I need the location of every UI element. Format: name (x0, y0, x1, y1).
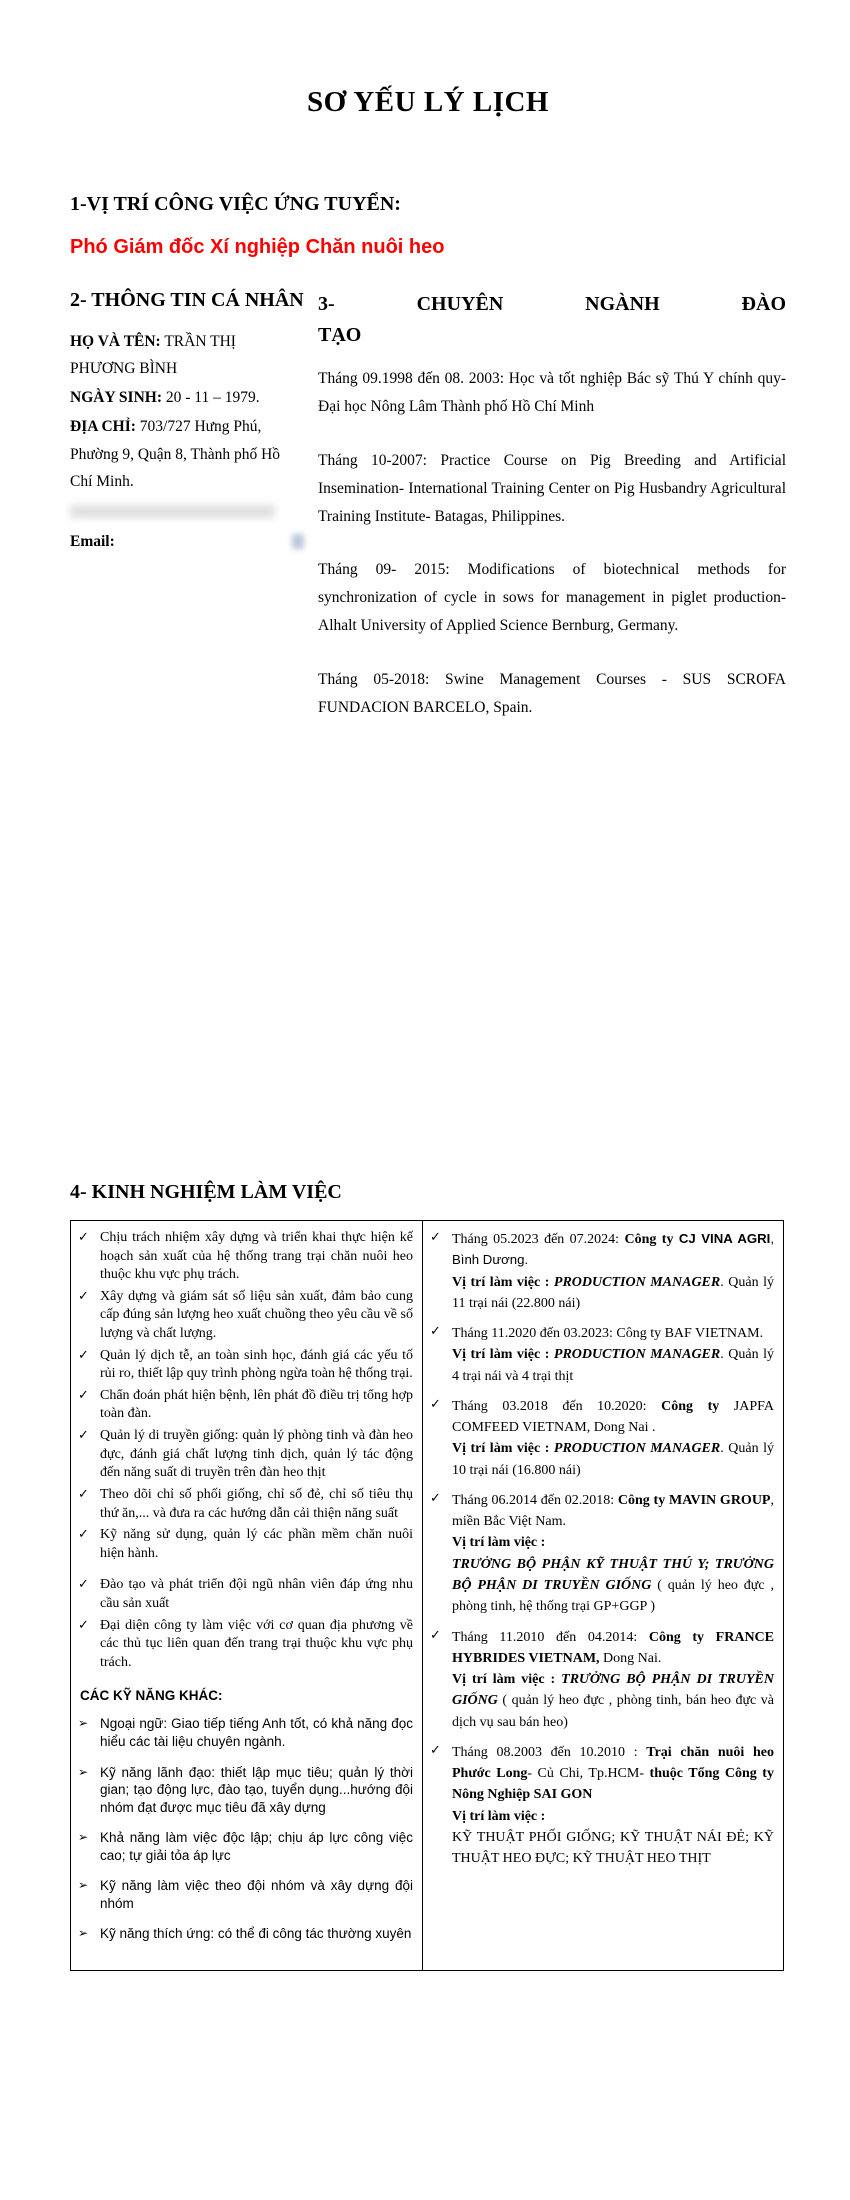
text-segment: Vị trí làm việc : (452, 1441, 554, 1457)
text-segment: , miền Bắc Việt Nam. (452, 1492, 774, 1530)
text-segment: Vị trí làm việc : (452, 1535, 546, 1551)
duties-list (78, 1229, 413, 1672)
job-entry-text (452, 1627, 774, 1733)
info-columns (70, 289, 786, 929)
full-name-value: TRẦN THỊ PHƯƠNG BÌNH (70, 333, 236, 378)
job-line (452, 1396, 774, 1439)
skills-list (78, 1715, 413, 1942)
check-icon: ✓ (430, 1324, 441, 1340)
text-segment: Công ty FRANCE HYBRIDES VIETNAM, (452, 1629, 774, 1666)
skill-item-text: Kỹ năng thích ứng: có thể đi công tác thường xuyên (100, 1926, 412, 1942)
section-education (318, 289, 786, 929)
job-line (452, 1827, 774, 1870)
field-full-name (70, 328, 304, 382)
job-entry (430, 1323, 774, 1387)
job-entry (430, 1627, 774, 1733)
text-segment: KỸ THUẬT PHỐI GIỐNG; KỸ THUẬT NÁI ĐẺ; KỸ THUẬT HEO ĐỰC; KỸ THUẬT HEO THỊT (452, 1829, 774, 1867)
education-heading-line1: 3- CHUYÊN NGÀNH ĐÀO (318, 293, 786, 315)
duty-item-text: Xây dựng và giám sát số liệu sản xuất, đảm bảo cung cấp đúng sản lượng heo xuất chuồng theo yêu cầu về số lượng và chất lượng. (100, 1288, 413, 1342)
section-heading-experience: 4- KINH NGHIỆM LÀM VIỆC (70, 1181, 342, 1203)
dob-label: NGÀY SINH: (70, 389, 163, 407)
skills-heading: CÁC KỸ NĂNG KHÁC: (80, 1688, 223, 1704)
text-segment: PRODUCTION MANAGER (553, 1274, 721, 1290)
job-entry-text (452, 1742, 774, 1870)
duty-item (78, 1526, 413, 1563)
text-segment: ( quản lý heo đực , phòng tinh, hệ thống trại GP+GGP ) (452, 1577, 774, 1615)
text-segment: Tháng 11.2020 đến 03.2023: Công ty BAF VIETNAM. (452, 1326, 764, 1342)
duty-item (78, 1288, 413, 1344)
section-personal-info (70, 289, 318, 929)
skill-item (78, 1829, 413, 1864)
duty-item (78, 1387, 413, 1424)
text-segment: Tháng 05.2023 đến 07.2024: (452, 1232, 625, 1247)
skill-item (78, 1764, 413, 1817)
text-segment: Công ty (624, 1232, 679, 1247)
address-value: 703/727 Hưng Phú, Phường 9, Quận 8, Thành phố Hồ Chí Minh. (70, 418, 281, 490)
education-entry: Tháng 10-2007: Practice Course on Pig Breeding and Artificial Insemination- International Training Center on Pig Husbandry Agricultural Training Institute- Batagas, Philippines. (318, 451, 786, 525)
skill-item (78, 1877, 413, 1912)
job-entry-text (452, 1323, 774, 1387)
redacted-phone-value (70, 505, 275, 518)
full-name-label: HỌ VÀ TÊN: (70, 333, 161, 350)
check-icon: ✓ (78, 1577, 89, 1593)
job-line (452, 1554, 774, 1618)
check-icon: ✓ (430, 1490, 441, 1506)
skill-item-text: Ngoại ngữ: Giao tiếp tiếng Anh tốt, có khả năng đọc hiểu các tài liệu chuyên ngành. (100, 1716, 413, 1749)
field-address (70, 413, 304, 494)
skill-item (78, 1925, 413, 1943)
check-icon: ✓ (430, 1627, 441, 1643)
duty-item (78, 1617, 413, 1673)
experience-table (70, 1220, 784, 1971)
job-line (452, 1323, 774, 1344)
text-segment: TRƯỞNG BỘ PHẬN DI TRUYỀN GIỐNG (452, 1672, 775, 1709)
skill-item-text: Khả năng làm việc độc lập; chịu áp lực công việc cao; tự giải tỏa áp lực (100, 1830, 413, 1863)
duty-item-text: Kỹ năng sử dụng, quản lý các phần mềm chăn nuôi hiện hành. (100, 1527, 413, 1561)
text-segment: Dong Nai. (599, 1650, 662, 1666)
job-line (452, 1344, 774, 1387)
text-segment: TRƯỞNG BỘ PHẬN KỸ THUẬT THÚ Y; TRƯỞNG BỘ PHẬN DI TRUYỀN GIỐNG (452, 1556, 774, 1593)
check-icon: ✓ (78, 1387, 89, 1403)
arrow-icon: ➢ (78, 1878, 89, 1893)
text-segment: Tháng 11.2010 đến 04.2014: (452, 1629, 649, 1645)
job-entry (430, 1742, 774, 1870)
check-icon: ✓ (430, 1396, 441, 1412)
field-dob (70, 384, 304, 411)
job-line (452, 1742, 774, 1806)
text-segment: Trại chăn nuôi heo Phước Long (452, 1744, 774, 1782)
job-history-list (430, 1229, 774, 1869)
text-segment: . Quản lý 11 trại nái (22.800 nái) (452, 1274, 774, 1311)
duty-item-text: Theo dõi chỉ số phối giống, chỉ số đẻ, chỉ số tiêu thụ thứ ăn,... và đưa ra các hướng dẫn cải thiện năng suất (100, 1486, 413, 1521)
job-line (452, 1669, 774, 1733)
address-label: ĐỊA CHỈ: (70, 418, 136, 436)
text-segment: Vị trí làm việc : (452, 1672, 562, 1688)
duty-item (78, 1347, 413, 1384)
skill-item-text: Kỹ năng lãnh đạo: thiết lập mục tiêu; quản lý thời gian; tạo động lực, đào tạo, tuyển dụng...hướng đội nhóm đạt được mục tiêu đã xây dựng (100, 1764, 413, 1815)
text-segment: Tháng 03.2018 đến 10.2020: (452, 1398, 662, 1414)
job-entry-text (452, 1396, 774, 1481)
text-segment: Công ty (661, 1398, 734, 1414)
check-icon: ✓ (78, 1288, 89, 1304)
job-entry (430, 1490, 774, 1618)
dob-value: 20 - 11 – 1979. (165, 389, 260, 407)
text-segment: Tháng 08.2003 đến 10.2010 : (452, 1744, 647, 1760)
duty-item-text: Quản lý di truyền giống: quản lý phòng tinh và đàn heo đực, đánh giá chất lượng tinh dịch, quản lý tác động đến năng suất di truyền trên đàn heo thịt (100, 1428, 413, 1481)
text-segment: Công ty MAVIN GROUP (617, 1492, 771, 1508)
text-segment: - Củ Chi, Tp.HCM- (527, 1766, 650, 1782)
text-segment: Vị trí làm việc : (452, 1808, 546, 1824)
skill-item-text: Kỹ năng làm việc theo đội nhóm và xây dựng đội nhóm (100, 1878, 413, 1911)
check-icon: ✓ (78, 1347, 89, 1363)
education-entries (318, 365, 786, 722)
section-experience (70, 1181, 786, 1971)
duty-item-text: Quản lý dịch tễ, an toàn sinh học, đánh giá các yếu tố rủi ro, thiết lập quy trình phòng ngừa toàn hệ thống trại. (100, 1347, 413, 1382)
education-heading-line2: TẠO (318, 324, 362, 346)
text-segment: Vị trí làm việc : (452, 1347, 554, 1363)
job-entry-text (452, 1229, 774, 1314)
applied-position-value: Phó Giám đốc Xí nghiệp Chăn nuôi heo (70, 236, 445, 258)
check-icon: ✓ (78, 1230, 89, 1245)
job-line (452, 1532, 774, 1553)
check-icon: ✓ (78, 1486, 89, 1502)
document-title: SƠ YẾU LÝ LỊCH (306, 86, 549, 118)
redacted-email-value (292, 534, 304, 549)
job-line (452, 1627, 774, 1670)
text-segment: Vị trí làm việc : (452, 1274, 554, 1290)
text-segment: CJ VINA AGRI (678, 1231, 771, 1246)
email-label: Email: (70, 532, 115, 550)
arrow-icon: ➢ (78, 1716, 89, 1731)
check-icon: ✓ (430, 1230, 441, 1245)
section-heading-education (318, 289, 786, 351)
duty-item-text: Chịu trách nhiệm xây dựng và triển khai thực hiện kế hoạch sản xuất của hệ thống trang trại chăn nuôi heo thuộc khu vực phụ trách. (100, 1230, 413, 1283)
text-segment: thuộc Tổng Công ty Nông Nghiệp SAI GON (452, 1766, 774, 1803)
text-segment: . Quản lý 4 trại nái và 4 trại thịt (452, 1347, 774, 1384)
check-icon: ✓ (78, 1527, 89, 1543)
arrow-icon: ➢ (78, 1830, 89, 1845)
duty-item-text: Chẩn đoán phát hiện bệnh, lên phát đồ điều trị tổng hợp toàn đàn. (100, 1387, 413, 1422)
duties-cell (71, 1221, 423, 1970)
duty-item-text: Đào tạo và phát triển đội ngũ nhân viên đáp ứng nhu cầu sản xuất (100, 1577, 413, 1611)
check-icon: ✓ (78, 1617, 89, 1633)
duty-item-text: Đại diện công ty làm việc với cơ quan địa phương về các thủ tục liên quan đến trang trại thuộc khu vực phụ trách. (100, 1617, 413, 1670)
section-heading-personal: 2- THÔNG TIN CÁ NHÂN (70, 289, 304, 311)
job-line (452, 1806, 774, 1827)
check-icon: ✓ (430, 1742, 441, 1758)
text-segment: PRODUCTION MANAGER (553, 1347, 721, 1363)
duty-item (78, 1576, 413, 1613)
text-segment: PRODUCTION MANAGER (553, 1441, 721, 1457)
text-segment: , Bình Dương. (452, 1231, 774, 1268)
education-entry: Tháng 09- 2015: Modifications of biotechnical methods for synchronization of cycle in sows for management in piglet production- Alhalt University of Applied Science Bernburg, Germany. (318, 561, 786, 635)
duty-item (78, 1427, 413, 1483)
education-entry: Tháng 05-2018: Swine Management Courses - SUS SCROFA FUNDACION BARCELO, Spain. (318, 671, 786, 717)
text-segment: JAPFA COMFEED VIETNAM, Dong Nai . (452, 1398, 774, 1436)
job-entry (430, 1396, 774, 1481)
education-entry: Tháng 09.1998 đến 08. 2003: Học và tốt nghiệp Bác sỹ Thú Y chính quy- Đại học Nông Lâm Thành phố Hồ Chí Minh (318, 370, 786, 415)
section-position (70, 193, 786, 259)
field-email (70, 528, 304, 555)
job-line (452, 1438, 774, 1481)
job-entry-text (452, 1490, 774, 1618)
job-line (452, 1272, 774, 1315)
duty-item (78, 1229, 413, 1285)
text-segment: . Quản lý 10 trại nái (16.800 nái) (452, 1441, 774, 1478)
text-segment: Tháng 06.2014 đến 02.2018: (452, 1492, 618, 1508)
check-icon: ✓ (78, 1428, 89, 1444)
arrow-icon: ➢ (78, 1926, 89, 1941)
job-entry (430, 1229, 774, 1314)
section-heading-position: 1-VỊ TRÍ CÔNG VIỆC ỨNG TUYỂN: (70, 193, 401, 215)
job-line (452, 1229, 774, 1272)
jobs-cell (423, 1221, 783, 1970)
job-line (452, 1490, 774, 1533)
duty-item (78, 1486, 413, 1523)
skill-item (78, 1715, 413, 1750)
arrow-icon: ➢ (78, 1764, 89, 1779)
text-segment: ( quản lý heo đực , phòng tinh, bán heo đực và dịch vụ sau bán heo) (452, 1693, 774, 1730)
